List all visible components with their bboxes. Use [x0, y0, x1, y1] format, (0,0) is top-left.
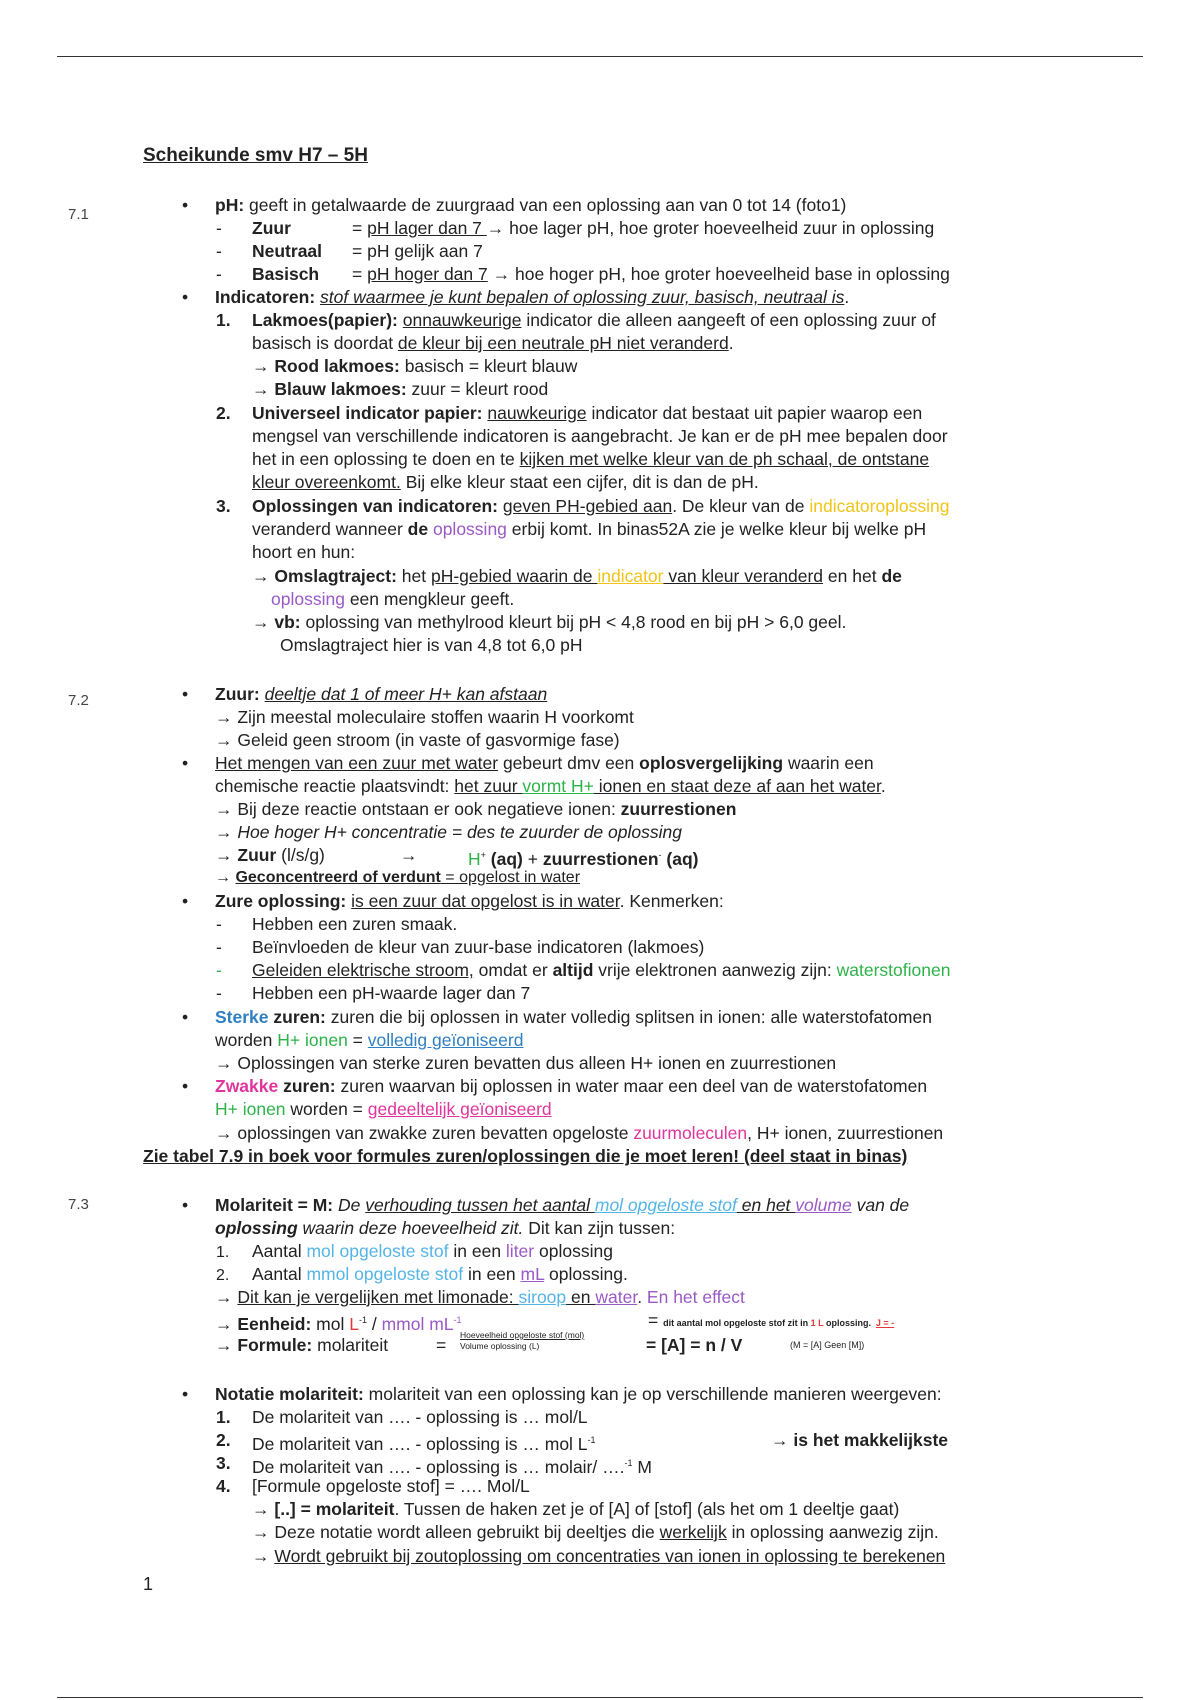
- text: de: [881, 566, 902, 586]
- dash-line: [216, 913, 458, 935]
- text: (aq): [485, 848, 523, 869]
- text: oplossing.: [823, 1318, 871, 1328]
- superscript: -1: [453, 1315, 462, 1325]
- term: zuurrestionen: [620, 799, 737, 819]
- bullet: •: [182, 891, 189, 911]
- text: molariteit: [312, 1335, 389, 1355]
- bullet: •: [182, 753, 189, 773]
- formula-note: (M = [A] Geen [M]): [790, 1340, 865, 1350]
- dash: -: [216, 983, 222, 1003]
- text: [352, 263, 950, 285]
- text: =: [347, 1030, 368, 1050]
- text: deeltje dat 1 of meer H+ kan afstaan: [264, 684, 548, 704]
- text: oplossing.: [544, 1264, 628, 1284]
- arrow: →: [252, 1499, 275, 1519]
- bullet-zuur: [182, 683, 548, 705]
- text: = opgelost in water: [440, 869, 581, 886]
- text-line: mengsel van verschillende indicatoren is aangebracht. Je kan er de pH mee bepalen door: [252, 426, 948, 446]
- arrow-line: [215, 1122, 943, 1144]
- term: Molariteit = M:: [215, 1195, 334, 1215]
- text: = pH gelijk aan 7: [352, 241, 483, 261]
- text: =: [352, 218, 368, 238]
- numbered-item: [216, 1429, 949, 1454]
- item-number: 3.: [216, 1453, 231, 1473]
- text: → hoe lager pH, hoe groter hoeveelheid zuur in oplossing: [486, 218, 935, 238]
- text: De molariteit van …. - oplossing is … mol L: [252, 1433, 588, 1454]
- text: mmol mL: [381, 1313, 454, 1334]
- bullet-text: [215, 1194, 909, 1216]
- term: Oplossingen van indicatoren:: [252, 496, 499, 516]
- text: verhouding tussen het aantal: [365, 1195, 595, 1215]
- bullet-text: [215, 1075, 927, 1097]
- superscript: +: [480, 850, 486, 860]
- item-text: [252, 1263, 628, 1285]
- numerator: Hoeveelheid opgeloste stof (mol): [460, 1330, 585, 1340]
- text: (aq): [661, 848, 699, 869]
- text: van de: [851, 1195, 910, 1215]
- numbered-item: [216, 1475, 530, 1497]
- bullet: •: [182, 1076, 189, 1096]
- bullet-indicatoren: [182, 286, 850, 308]
- arrow: →: [252, 1546, 275, 1566]
- text: De: [338, 1195, 366, 1215]
- text: indicatoroplossing: [809, 496, 950, 516]
- arrow: →: [215, 1335, 238, 1355]
- term: Formule:: [237, 1335, 313, 1355]
- text: .: [728, 333, 734, 353]
- bullet-molariteit: [182, 1194, 910, 1216]
- text: M: [632, 1456, 652, 1477]
- item-number: 2.: [216, 1430, 231, 1450]
- text: H+ ionen: [215, 1099, 286, 1119]
- text: Bij elke kleur staat een cijfer, dit is dan de pH.: [400, 472, 759, 492]
- text: het: [396, 566, 431, 586]
- item-text: [Formule opgeloste stof] = …. Mol/L: [252, 1476, 530, 1496]
- text: werkelijk: [659, 1522, 727, 1542]
- text: zuurmoleculen: [633, 1123, 748, 1143]
- text-line: hoort en hun:: [252, 542, 356, 562]
- text: is een zuur dat opgelost is in water: [351, 891, 620, 911]
- numbered-item: [216, 1452, 652, 1477]
- text: Beïnvloeden de kleur van zuur-base indicatoren (lakmoes): [252, 937, 705, 957]
- bullet: •: [182, 1007, 189, 1027]
- text: omdat er: [473, 960, 553, 980]
- text: , H+ ionen, zuurrestionen: [747, 1123, 944, 1143]
- arrow-line: [215, 798, 736, 820]
- item-text: De molariteit van …. - oplossing is … mol/L: [252, 1407, 588, 1427]
- arrow-line: [215, 867, 580, 889]
- bullet-zwakke-zuren: [182, 1075, 928, 1097]
- text: +: [522, 848, 543, 869]
- bullet: •: [182, 287, 189, 307]
- item-text: [252, 1240, 613, 1262]
- arrow-line: [252, 1521, 939, 1543]
- text: zuurrestionen: [542, 848, 659, 869]
- text: oplossing van methylrood kleurt bij pH < 4,8 rood en bij pH > 6,0 geel.: [300, 612, 847, 632]
- term: Zuur: [237, 845, 277, 865]
- item-text: [252, 402, 922, 424]
- text: het in een oplossing te doen en te: [252, 449, 520, 469]
- text: onnauwkeurige: [402, 310, 522, 330]
- text: kleur overeenkomt.: [252, 472, 401, 492]
- text: basisch = kleurt blauw: [399, 356, 578, 376]
- text: oplossing: [432, 519, 507, 539]
- text: altijd: [552, 960, 594, 980]
- arrow: →: [252, 566, 275, 586]
- dash-line: [216, 959, 951, 981]
- text: de kleur bij een neutrale pH niet veranderd: [397, 333, 729, 353]
- text: Hebben een pH-waarde lager dan 7: [252, 983, 531, 1003]
- dash-line: [216, 240, 483, 262]
- dash-line: [216, 217, 935, 239]
- bullet-text: [215, 194, 846, 216]
- dash: -: [216, 937, 222, 957]
- text: =: [648, 1310, 664, 1330]
- text: volledig geïoniseerd: [367, 1030, 524, 1050]
- text: /: [366, 1313, 382, 1334]
- arrow: →: [252, 612, 275, 632]
- term: zuren:: [278, 1076, 336, 1096]
- text: → oplossingen van zwakke zuren bevatten opgeloste: [215, 1123, 634, 1143]
- text: in een: [463, 1264, 521, 1284]
- term: [..] = molariteit: [274, 1499, 395, 1519]
- text: zuren die bij oplossen in water volledig splitsen in ionen: alle waterstofatomen: [325, 1007, 932, 1027]
- item-number: 2.: [216, 1267, 230, 1284]
- item-text: [252, 309, 936, 331]
- text: worden: [215, 1030, 278, 1050]
- text: vrije elektronen aanwezig zijn:: [593, 960, 837, 980]
- numbered-item: [216, 1406, 588, 1428]
- text: Wordt gebruikt bij zoutoplossing om concentraties van ionen in oplossing te berekenen: [274, 1546, 946, 1566]
- text-line: Omslagtraject hier is van 4,8 tot 6,0 pH: [280, 635, 583, 655]
- formula-line: [215, 1330, 865, 1356]
- text: indicator die alleen aangeeft of een oplossing zuur of: [521, 310, 936, 330]
- text: → hoe hoger pH, hoe groter hoeveelheid base in oplossing: [487, 264, 950, 284]
- arrow-line: [252, 565, 902, 587]
- text: stof waarmee je kunt bepalen of oplossing zuur, basisch, neutraal is: [320, 287, 845, 307]
- term: Zuur: [252, 218, 291, 238]
- arrow: →: [215, 822, 238, 842]
- text: volume: [795, 1195, 852, 1215]
- bullet-sterke-zuren: [182, 1006, 932, 1028]
- text: zuur = kleurt rood: [406, 379, 549, 399]
- item-number: 1.: [216, 1407, 231, 1427]
- numbered-item: [216, 1240, 613, 1264]
- term: zuren:: [268, 1007, 326, 1027]
- term: Basisch: [252, 264, 320, 284]
- bullet-text: Indicatoren: stof waarmee je kunt bepalen of oplossing zuur, basisch, neutraal is.: [215, 287, 850, 307]
- term: Eenheid:: [237, 1313, 312, 1334]
- numbered-item: [216, 495, 950, 517]
- arrow: →: [215, 845, 238, 865]
- text: mL: [520, 1264, 545, 1284]
- text: water: [595, 1287, 638, 1307]
- text: Hoe hoger H+ concentratie = des te zuurder de oplossing: [237, 822, 682, 842]
- dash-line: [216, 263, 950, 285]
- arrow-line: [252, 611, 846, 633]
- section-number: 7.3: [68, 1196, 89, 1213]
- reaction-line: [215, 844, 699, 869]
- text: gedeeltelijk geïoniseerd: [367, 1099, 552, 1119]
- dash: -: [216, 241, 222, 261]
- page-number: 1: [143, 1574, 154, 1594]
- text: liter: [505, 1241, 535, 1261]
- text: waarin een: [783, 753, 874, 773]
- text-line: [252, 332, 734, 354]
- bullet-text: [215, 683, 547, 705]
- term: Zure oplossing:: [215, 891, 347, 911]
- text: kijken met welke kleur van de ph schaal, de ontstane: [519, 449, 930, 469]
- arrow-line: [252, 1498, 899, 1520]
- text: een mengkleur geeft.: [344, 589, 515, 609]
- text: waarin deze hoeveelheid zit.: [297, 1218, 524, 1238]
- text: geven PH-gebied aan: [502, 496, 673, 516]
- superscript: -1: [624, 1458, 633, 1468]
- arrow-line: → Oplossingen van sterke zuren bevatten dus alleen H+ ionen en zuurrestionen: [215, 1053, 837, 1073]
- bullet-text: [215, 752, 874, 774]
- term: Lakmoes(papier):: [252, 310, 398, 330]
- text: en het: [823, 566, 882, 586]
- item-number: 1.: [216, 1244, 230, 1261]
- text: . Kenmerken:: [619, 891, 724, 911]
- text: Geleiden elektrische stroom,: [252, 960, 474, 980]
- text: Hebben een zuren smaak.: [252, 914, 458, 934]
- text: pH-gebied waarin de: [430, 566, 598, 586]
- arrow: →: [215, 1287, 238, 1307]
- item-number: 4.: [216, 1476, 231, 1496]
- text: . De kleur van de: [672, 496, 810, 516]
- text: 1 L: [810, 1318, 824, 1328]
- text-line: [252, 448, 929, 470]
- bullet-ph: [182, 194, 847, 216]
- text: siroop: [518, 1287, 567, 1307]
- text: geeft in getalwaarde de zuurgraad van een oplossing aan van 0 tot 14 (foto1): [244, 195, 847, 215]
- bullet: •: [182, 684, 189, 704]
- item-text: [252, 1429, 596, 1455]
- text: en het: [736, 1195, 796, 1215]
- text: gebeurt dmv een: [498, 753, 640, 773]
- text: indicator: [597, 566, 664, 586]
- text: en: [566, 1287, 596, 1307]
- term: Zwakke: [215, 1076, 279, 1096]
- numbered-item: [216, 1263, 628, 1287]
- text: .: [880, 776, 886, 796]
- arrow-line: → Zijn meestal moleculaire stoffen waarin H voorkomt: [215, 707, 634, 727]
- fraction: [460, 1330, 630, 1352]
- section-number: 7.2: [68, 692, 89, 709]
- text: J = -: [875, 1318, 895, 1328]
- note-line: Zie tabel 7.9 in boek voor formules zuren/oplossingen die je moet leren! (deel staat in binas): [143, 1146, 908, 1166]
- item-text: [252, 495, 949, 517]
- text: (l/s/g): [276, 845, 325, 865]
- arrow-line: [252, 355, 577, 377]
- text: mol opgeloste stof: [306, 1241, 449, 1261]
- bullet-mengen: [182, 752, 874, 774]
- text: in een: [448, 1241, 506, 1261]
- text: Het mengen van een zuur met water: [215, 753, 499, 773]
- text-line: [215, 1217, 675, 1239]
- text: ionen en staat deze af aan het water: [593, 776, 881, 796]
- text-line: [215, 1098, 552, 1120]
- arrow: →: [252, 356, 275, 376]
- numbered-item: [216, 402, 923, 424]
- formula: = [A] = n / V: [646, 1335, 743, 1355]
- reaction-products: [468, 844, 698, 870]
- section-number: 7.1: [68, 206, 89, 223]
- bullet: •: [182, 1384, 189, 1404]
- text: van kleur veranderd: [663, 566, 824, 586]
- text: veranderd wanneer: [252, 519, 408, 539]
- arrow-line: [252, 378, 548, 400]
- dash: -: [216, 218, 222, 238]
- arrow: →: [215, 1313, 238, 1334]
- text: En het effect: [646, 1287, 745, 1307]
- text: worden =: [285, 1099, 368, 1119]
- text: [252, 959, 950, 981]
- term: oplosvergelijking: [639, 753, 784, 773]
- text: dit aantal mol opgeloste stof zit in: [663, 1318, 811, 1328]
- text: H: [468, 848, 481, 869]
- arrow-line: [215, 821, 682, 843]
- text: [352, 217, 934, 239]
- text: basisch is doordat: [252, 333, 398, 353]
- numbered-item: [216, 309, 936, 331]
- term: Neutraal: [252, 241, 323, 261]
- text: erbij komt. In binas52A zie je welke kleur bij welke pH: [506, 519, 927, 539]
- text: chemische reactie plaatsvindt:: [215, 776, 455, 796]
- text: L: [349, 1313, 359, 1334]
- text: Dit kan je vergelijken met limonade:: [237, 1287, 519, 1307]
- text: zuren waarvan bij oplossen in water maar een deel van de waterstofatomen: [335, 1076, 928, 1096]
- item-text: [252, 1452, 652, 1478]
- equals: =: [436, 1335, 447, 1355]
- text: =: [352, 264, 368, 284]
- text: mol: [311, 1313, 350, 1334]
- text: waterstofionen: [836, 960, 951, 980]
- text: oplossing: [534, 1241, 613, 1261]
- text: vormt H+: [522, 776, 594, 796]
- term: Notatie molariteit:: [215, 1384, 364, 1404]
- term: Sterke: [215, 1007, 269, 1027]
- text: molariteit van een oplossing kan je op verschillende manieren weergeven:: [363, 1384, 942, 1404]
- text: het zuur: [454, 776, 523, 796]
- term: Zuur:: [215, 684, 260, 704]
- dash: -: [216, 960, 222, 980]
- bullet-text: [215, 890, 724, 912]
- dash: -: [216, 264, 222, 284]
- denominator: Volume oplossing (L): [460, 1341, 540, 1351]
- text: → is het makkelijkste: [771, 1430, 949, 1450]
- term: Omslagtraject:: [274, 566, 397, 586]
- dash: -: [216, 914, 222, 934]
- text: → Bij deze reactie ontstaan er ook negatieve ionen:: [215, 799, 621, 819]
- text: indicator dat bestaat uit papier waarop een: [586, 403, 923, 423]
- bullet-zure-oplossing: [182, 890, 724, 912]
- text-line: [215, 1029, 523, 1051]
- item-number: 1.: [216, 310, 231, 330]
- text: mmol opgeloste stof: [306, 1264, 464, 1284]
- text-line: [252, 471, 759, 493]
- bullet: •: [182, 1195, 189, 1215]
- text: oplossing: [271, 589, 345, 609]
- superscript: -1: [358, 1315, 367, 1325]
- bullet-text: [215, 1006, 932, 1028]
- term: Universeel indicator papier:: [252, 403, 483, 423]
- term: vb:: [274, 612, 301, 632]
- unit-note: [648, 1309, 894, 1334]
- superscript: -: [658, 850, 662, 860]
- text: nauwkeurige: [487, 403, 587, 423]
- superscript: -1: [587, 1435, 596, 1445]
- arrow: →: [252, 379, 275, 399]
- bullet-notatie: [182, 1383, 942, 1405]
- term: Rood lakmoes:: [274, 356, 400, 376]
- text: in oplossing aanwezig zijn.: [726, 1522, 939, 1542]
- text-line: [215, 775, 886, 797]
- text-line: [252, 518, 926, 540]
- text: oplossing: [215, 1218, 298, 1238]
- text: Aantal: [252, 1241, 307, 1261]
- arrow-line: [252, 1545, 945, 1567]
- arrow: →: [215, 869, 236, 886]
- dash-line: [216, 936, 705, 958]
- text: H+ ionen: [277, 1030, 348, 1050]
- text: . Tussen de haken zet je of [A] of [stof] (als het om 1 deeltje gaat): [394, 1499, 900, 1519]
- term: Indicatoren:: [215, 287, 316, 307]
- item-number: 2.: [216, 403, 231, 423]
- text: .: [637, 1287, 647, 1307]
- text: de: [407, 519, 429, 539]
- term: pH:: [215, 195, 245, 215]
- text: De molariteit van …. - oplossing is … molair/ ….: [252, 1456, 625, 1477]
- term: Blauw lakmoes:: [274, 379, 407, 399]
- text: mol opgeloste stof: [594, 1195, 737, 1215]
- bullet: •: [182, 195, 189, 215]
- page-title: Scheikunde smv H7 – 5H: [143, 145, 368, 166]
- text: → Deze notatie wordt alleen gebruikt bij deeltjes die: [252, 1522, 660, 1542]
- term: Geconcentreerd of verdunt: [235, 869, 441, 886]
- bullet-text: [215, 1383, 942, 1405]
- text-line: [271, 588, 514, 610]
- dash-line: [216, 982, 531, 1004]
- item-number: 3.: [216, 496, 231, 516]
- arrow-line: [215, 1286, 745, 1308]
- text: pH hoger dan 7: [367, 264, 488, 284]
- arrow-line: → Geleid geen stroom (in vaste of gasvormige fase): [215, 730, 620, 750]
- text: Dit kan zijn tussen:: [523, 1218, 676, 1238]
- text: Aantal: [252, 1264, 307, 1284]
- text: pH lager dan 7: [367, 218, 487, 238]
- reaction-arrow: →: [400, 845, 418, 865]
